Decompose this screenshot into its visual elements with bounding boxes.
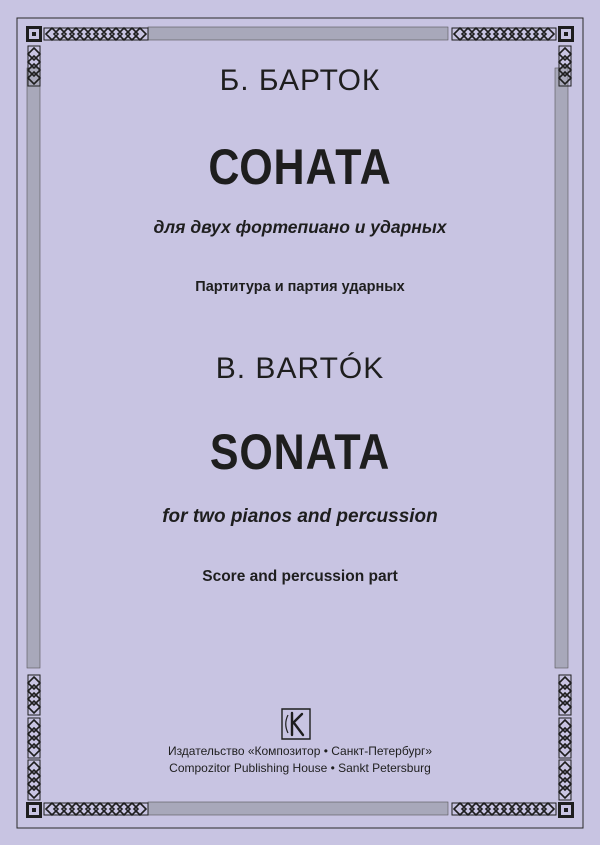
title-en: SONATA — [209, 424, 391, 480]
subtitle-ru: для двух фортепиано и ударных — [153, 217, 447, 237]
publisher-line-ru: Издательство «Композитор • Санкт-Петербург» — [167, 744, 433, 758]
frame-bar-bottom — [148, 802, 448, 815]
subtitle-en: for two pianos and percussion — [162, 506, 438, 527]
publisher-logo-icon — [280, 707, 312, 741]
score-part-en: Score and percussion part — [202, 568, 398, 585]
author-en: B. BARTÓK — [215, 352, 385, 385]
title-ru: СОНАТА — [208, 139, 392, 195]
score-part-ru: Партитура и партия ударных — [195, 279, 405, 295]
frame-bar-top — [148, 27, 448, 40]
author-ru: Б. БАРТОК — [219, 64, 381, 97]
publisher-line-en: Compozitor Publishing House • Sankt Petersburg — [169, 761, 431, 775]
